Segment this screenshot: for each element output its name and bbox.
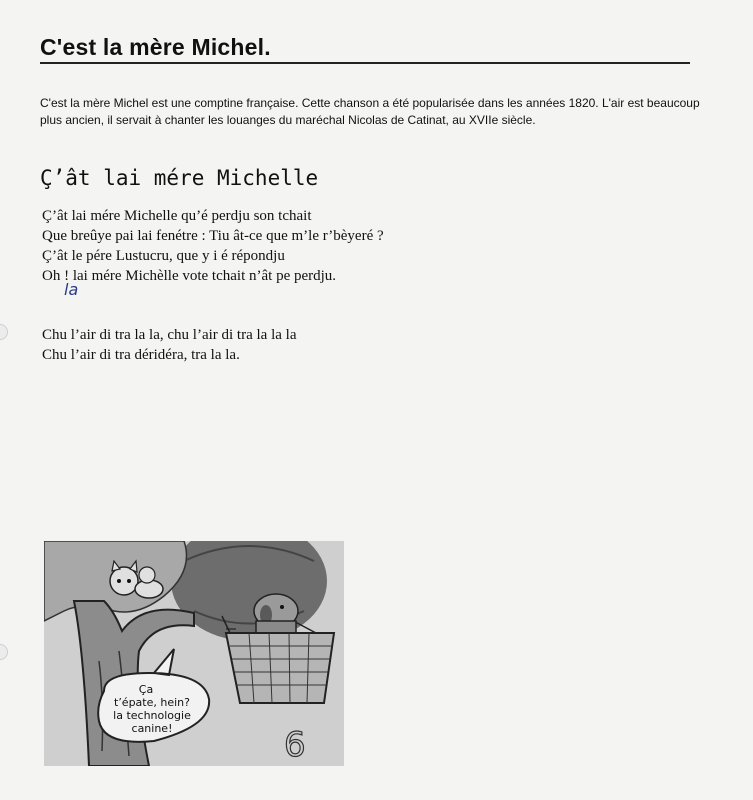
- verse-line: Ç’ât le pére Lustucru, que y i é répondju: [42, 248, 285, 264]
- punch-hole-mark: [0, 324, 8, 340]
- intro-text: C'est la mère Michel est une comptine française. Cette chanson a été popularisée dans les années 1820. L'air est beaucoup plus ancien, il servait à chanter les louanges du maréchal Nicolas de Catinat, au XVIIe siècle.: [40, 96, 700, 127]
- verse-line: Que breûye pai lai fenétre : Tiu ât-ce que m’le r’bèyeré ?: [42, 228, 384, 244]
- verse-line: Ç’ât lai mére Michelle qu’é perdju son tchait: [42, 208, 312, 224]
- refrain-line: Chu l’air di tra déridéra, tra la la.: [42, 347, 240, 363]
- page-title: C'est la mère Michel.: [40, 34, 271, 60]
- refrain-line: Chu l’air di tra la la, chu l’air di tra la la la: [42, 327, 297, 343]
- speech-line: canine!: [131, 722, 173, 735]
- handwritten-annotation: la: [64, 280, 79, 299]
- punch-hole-mark: [0, 644, 8, 660]
- speech-line: la technologie: [113, 709, 191, 722]
- cartoon-illustration: [44, 541, 344, 766]
- speech-line: Ça: [138, 683, 154, 696]
- verse-line: Oh ! lai mére Michèlle vote tchait n’ât pe perdju.: [42, 268, 337, 284]
- song-title: Ç’ât lai mére Michelle: [40, 166, 319, 190]
- corner-mark: 6: [284, 725, 306, 765]
- balloon-basket: [226, 633, 334, 703]
- cartoon-drawing: [44, 541, 344, 766]
- song-verse: [42, 206, 462, 286]
- song-refrain: [42, 325, 462, 365]
- intro-paragraph: [40, 95, 720, 129]
- title-underline: [40, 62, 690, 64]
- speech-line: t’épate, hein?: [114, 696, 190, 709]
